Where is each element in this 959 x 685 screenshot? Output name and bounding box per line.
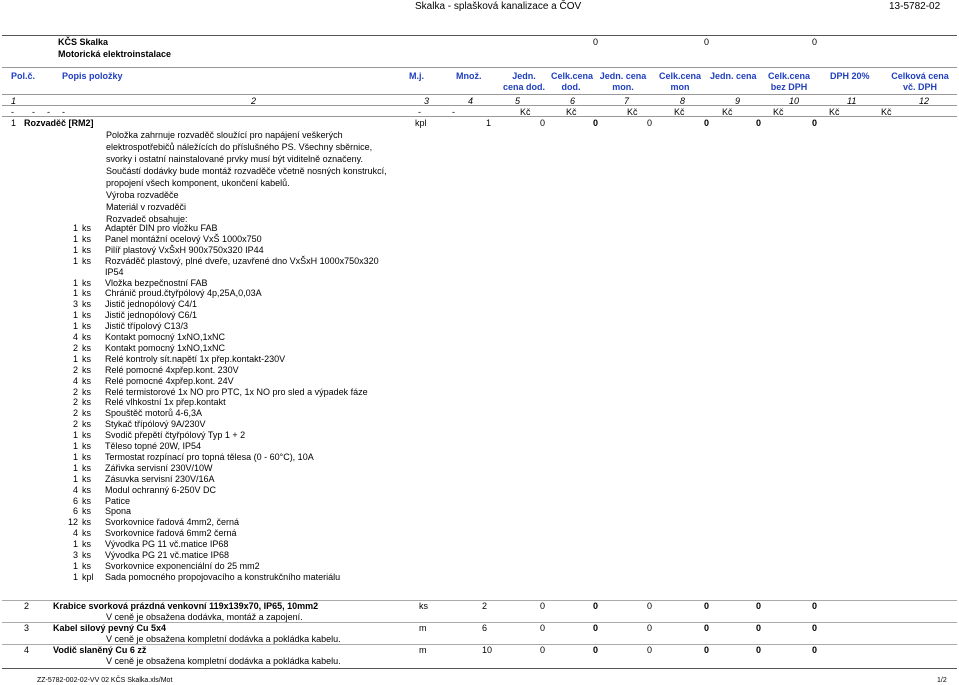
- title-line2: Motorická elektroinstalace: [58, 49, 172, 59]
- document-title: Skalka - splašková kanalizace a ČOV: [415, 1, 582, 12]
- component-qty: 3: [72, 299, 78, 309]
- col-header-dph: DPH 20%: [830, 71, 870, 81]
- component-unit: ks: [82, 299, 91, 309]
- item-name: Kabel silový pevný Cu 5x4: [53, 623, 167, 633]
- item-value: 0: [756, 623, 762, 633]
- col-num: 11: [847, 96, 857, 106]
- component-qty: 2: [72, 387, 78, 397]
- component-unit: ks: [82, 528, 91, 538]
- item-value: 0: [540, 645, 546, 655]
- component-text: Svorkovnice exponenciální do 25 mm2: [105, 561, 260, 571]
- component-qty: 1: [72, 441, 78, 451]
- component-qty: 2: [72, 419, 78, 429]
- component-text: Vývodka PG 11 vč.matice IP68: [105, 539, 229, 549]
- component-text: Jistič jednopólový C6/1: [105, 310, 198, 320]
- item-value: 0: [704, 118, 710, 128]
- component-text: Spouštěč motorů 4-6,3A: [105, 408, 203, 418]
- unit-cell: -: [62, 107, 65, 117]
- item-value: 0: [704, 623, 710, 633]
- unit-cell: Kč: [829, 107, 840, 117]
- item-name: Krabice svorková prázdná venkovní 119x139x70, IP65, 10mm2: [53, 601, 319, 611]
- title-line1: KČS Skalka: [58, 37, 109, 47]
- component-text: Kontakt pomocný 1xNO,1xNC: [105, 332, 226, 342]
- component-unit: ks: [82, 561, 91, 571]
- rule-numbers-bottom: [2, 105, 957, 106]
- item-sub-line: Rozvadeč obsahuje:: [106, 214, 188, 224]
- component-text: Chránič proud.čtyřpólový 4p,25A,0,03A: [105, 288, 262, 298]
- title-value-2: 0: [704, 37, 710, 47]
- unit-cell: -: [418, 107, 421, 117]
- component-unit: ks: [82, 321, 91, 331]
- component-unit: ks: [82, 397, 91, 407]
- component-qty: 2: [72, 397, 78, 407]
- item-value: 0: [756, 118, 762, 128]
- component-unit: ks: [82, 463, 91, 473]
- component-text: Vývodka PG 21 vč.matice IP68: [105, 550, 230, 560]
- component-qty: 6: [72, 506, 78, 516]
- unit-cell: -: [32, 107, 35, 117]
- title-value-3: 0: [812, 37, 818, 47]
- col-header-jedn-cena: Jedn. cena: [710, 71, 757, 81]
- component-qty: 4: [72, 485, 78, 495]
- item-value: 0: [540, 601, 546, 611]
- component-qty: 1: [72, 539, 78, 549]
- component-text: Jistič jednopólový C4/1: [105, 299, 198, 309]
- col-num: 3: [424, 96, 430, 106]
- component-qty: 1: [72, 474, 78, 484]
- item-description-line: svorky i ostatní nainstalované prvky musí být viditelně označeny.: [106, 154, 363, 164]
- component-unit: ks: [82, 376, 91, 386]
- item-description-line: elektrospotřebičů náležících do příslušného PS. Všechny sběrnice,: [106, 142, 373, 152]
- col-num: 6: [570, 96, 576, 106]
- unit-cell: Kč: [773, 107, 784, 117]
- item-value: 0: [593, 623, 599, 633]
- component-qty: 4: [72, 332, 78, 342]
- col-header-mj: M.j.: [409, 71, 424, 81]
- component-unit: ks: [82, 517, 91, 527]
- item-value: 0: [756, 645, 762, 655]
- item-unit: m: [419, 623, 427, 633]
- component-qty: 1: [72, 223, 78, 233]
- unit-cell: Kč: [566, 107, 577, 117]
- item-value: 0: [812, 645, 818, 655]
- item-description-line: propojení všech komponent, ukončení kabelů.: [106, 178, 290, 188]
- item-note: V ceně je obsažena dodávka, montáž a zapojení.: [106, 612, 303, 622]
- item-sub-line: Materiál v rozvaděči: [106, 202, 187, 212]
- component-text: Relé pomocné 4xpřep.kont. 24V: [105, 376, 234, 386]
- component-text: Panel montážní ocelový VxŠ 1000x750: [105, 234, 262, 244]
- component-text: Těleso topné 20W, IP54: [105, 441, 202, 451]
- unit-cell: Kč: [881, 107, 892, 117]
- col-header-celk-bez-dph: Celk.cena bez DPH: [767, 71, 811, 92]
- unit-cell: -: [452, 107, 455, 117]
- item-qty: 1: [486, 118, 492, 128]
- component-text: Pilíř plastový VxŠxH 900x750x320 IP44: [105, 245, 264, 255]
- col-header-jedn-mon: Jedn. cena mon.: [599, 71, 647, 92]
- unit-cell: Kč: [627, 107, 638, 117]
- component-text: Relé pomocné 4xpřep.kont. 230V: [105, 365, 239, 375]
- item-number: 2: [24, 601, 30, 611]
- rule-units-bottom: [2, 116, 957, 117]
- col-num: 8: [680, 96, 686, 106]
- unit-cell: -: [11, 107, 14, 117]
- component-text: Jistič třípolový C13/3: [105, 321, 189, 331]
- component-qty: 1: [72, 288, 78, 298]
- item-value: 0: [647, 601, 653, 611]
- item-value: 0: [593, 645, 599, 655]
- component-unit: ks: [82, 419, 91, 429]
- component-text: Patice: [105, 496, 131, 506]
- item-number: 1: [11, 118, 17, 128]
- item-value: 0: [704, 601, 710, 611]
- component-text: Svorkovnice řadová 6mm2 černá: [105, 528, 237, 538]
- component-qty: 1: [72, 561, 78, 571]
- col-header-celkova: Celková cena vč. DPH: [891, 71, 949, 92]
- item-qty: 2: [482, 601, 488, 611]
- item-unit: m: [419, 645, 427, 655]
- component-text: Relé kontroly sít.napětí 1x přep.kontakt-230V: [105, 354, 286, 364]
- component-unit: ks: [82, 288, 91, 298]
- item-unit: kpl: [415, 118, 427, 128]
- component-text: IP54: [105, 267, 124, 277]
- component-text: Sada pomocného propojovacího a konstrukčního materiálu: [105, 572, 341, 582]
- component-unit: ks: [82, 441, 91, 451]
- component-unit: ks: [82, 506, 91, 516]
- col-header-celk-dod: Celk.cena dod.: [551, 71, 594, 92]
- item-description-line: Položka zahrnuje rozvaděč sloužící pro napájení veškerých: [106, 130, 343, 140]
- item-note: V ceně je obsažena kompletní dodávka a pokládka kabelu.: [106, 656, 341, 666]
- item-value: 0: [593, 118, 599, 128]
- component-qty: 2: [72, 408, 78, 418]
- item-value: 0: [812, 118, 818, 128]
- component-text: Stykač třípólový 9A/230V: [105, 419, 206, 429]
- component-qty: 1: [72, 321, 78, 331]
- item-name: Vodič slaněný Cu 6 zž: [53, 645, 147, 655]
- component-qty: 3: [72, 550, 78, 560]
- component-text: Svodič přepětí čtyřpólový Typ 1 + 2: [105, 430, 246, 440]
- item-value: 0: [812, 623, 818, 633]
- component-unit: ks: [82, 310, 91, 320]
- component-unit: ks: [82, 256, 91, 266]
- col-num: 1: [11, 96, 17, 106]
- item-description-line: Součástí dodávky bude montáž rozvaděče včetně nosných konstrukcí,: [106, 166, 387, 176]
- item-qty: 6: [482, 623, 488, 633]
- component-qty: 1: [72, 572, 78, 582]
- unit-cell: -: [47, 107, 50, 117]
- item-value: 0: [812, 601, 818, 611]
- component-qty: 1: [72, 452, 78, 462]
- component-qty: 1: [72, 354, 78, 364]
- item-note: V ceně je obsažena kompletní dodávka a pokládka kabelu.: [106, 634, 341, 644]
- component-qty: 1: [72, 430, 78, 440]
- document-number: 13-5782-02: [889, 1, 941, 12]
- component-text: Zásuvka servisní 230V/16A: [105, 474, 215, 484]
- item-value: 0: [540, 118, 546, 128]
- component-text: Zářivka servisní 230V/10W: [105, 463, 213, 473]
- component-unit: ks: [82, 245, 91, 255]
- item-unit: ks: [419, 601, 428, 611]
- component-text: Relé vlhkostní 1x přep.kontakt: [105, 397, 226, 407]
- component-unit: ks: [82, 223, 91, 233]
- col-num: 4: [468, 96, 474, 106]
- item-value: 0: [593, 601, 599, 611]
- item-value: 0: [647, 623, 653, 633]
- item-value: 0: [647, 645, 653, 655]
- item-value: 0: [704, 645, 710, 655]
- item-name: Rozvaděč [RM2]: [24, 118, 94, 128]
- component-unit: ks: [82, 332, 91, 342]
- component-text: Rozváděč plastový, plné dveře, uzavřené dno VxŠxH 1000x750x320: [105, 256, 379, 266]
- component-text: Kontakt pomocný 1xNO,1xNC: [105, 343, 226, 353]
- component-text: Termostat rozpínací pro topná tělesa (0 - 60°C), 10A: [105, 452, 314, 462]
- component-qty: 12: [67, 517, 78, 527]
- item-number: 3: [24, 623, 30, 633]
- component-unit: ks: [82, 496, 91, 506]
- title-value-1: 0: [593, 37, 599, 47]
- component-text: Relé termistorové 1x NO pro PTC, 1x NO pro sled a výpadek fáze: [105, 387, 368, 397]
- component-qty: 2: [72, 365, 78, 375]
- component-unit: ks: [82, 408, 91, 418]
- component-qty: 1: [72, 256, 78, 266]
- component-qty: 1: [72, 234, 78, 244]
- component-unit: kpl: [82, 572, 94, 582]
- rule-header-bottom: [2, 94, 957, 95]
- component-qty: 1: [72, 278, 78, 288]
- col-num: 5: [515, 96, 521, 106]
- component-unit: ks: [82, 452, 91, 462]
- component-text: Svorkovnice řadová 4mm2, černá: [105, 517, 240, 527]
- component-unit: ks: [82, 365, 91, 375]
- col-header-pol: Pol.č.: [11, 71, 36, 81]
- item-value: 0: [540, 623, 546, 633]
- component-unit: ks: [82, 550, 91, 560]
- rule-title-bottom: [2, 67, 957, 68]
- component-unit: ks: [82, 343, 91, 353]
- component-qty: 6: [72, 496, 78, 506]
- footer-page: 1/2: [937, 677, 947, 684]
- component-qty: 1: [72, 463, 78, 473]
- unit-cell: Kč: [722, 107, 733, 117]
- unit-cell: Kč: [520, 107, 531, 117]
- col-num: 7: [624, 96, 630, 106]
- component-qty: 4: [72, 376, 78, 386]
- component-text: Vložka bezpečnostní FAB: [105, 278, 208, 288]
- component-qty: 1: [72, 310, 78, 320]
- rule-bottom: [2, 668, 957, 669]
- col-num: 10: [789, 96, 800, 106]
- component-unit: ks: [82, 387, 91, 397]
- col-num: 9: [735, 96, 741, 106]
- col-header-popis: Popis položky: [62, 71, 123, 81]
- component-text: Modul ochranný 6-250V DC: [105, 485, 217, 495]
- footer-file: ZZ-5782-002-02-VV 02 KČS Skalka.xls/Mot: [37, 677, 173, 684]
- component-unit: ks: [82, 234, 91, 244]
- component-qty: 4: [72, 528, 78, 538]
- col-num: 2: [251, 96, 257, 106]
- item-qty: 10: [482, 645, 493, 655]
- component-unit: ks: [82, 278, 91, 288]
- component-unit: ks: [82, 354, 91, 364]
- component-unit: ks: [82, 485, 91, 495]
- col-num: 12: [919, 96, 930, 106]
- component-text: Adaptér DIN pro vložku FAB: [105, 223, 218, 233]
- component-unit: ks: [82, 430, 91, 440]
- component-text: Spona: [105, 506, 132, 516]
- item-value: 0: [647, 118, 653, 128]
- rule-top: [2, 35, 957, 36]
- component-qty: 1: [72, 245, 78, 255]
- component-qty: 2: [72, 343, 78, 353]
- item-sub-line: Výroba rozvaděče: [106, 190, 179, 200]
- item-number: 4: [24, 645, 30, 655]
- col-header-mnoz: Množ.: [456, 71, 482, 81]
- item-value: 0: [756, 601, 762, 611]
- component-unit: ks: [82, 474, 91, 484]
- col-header-celk-mon: Celk.cena mon: [658, 71, 702, 92]
- component-unit: ks: [82, 539, 91, 549]
- unit-cell: Kč: [674, 107, 685, 117]
- col-header-jedn-dod: Jedn. cena dod.: [503, 71, 546, 92]
